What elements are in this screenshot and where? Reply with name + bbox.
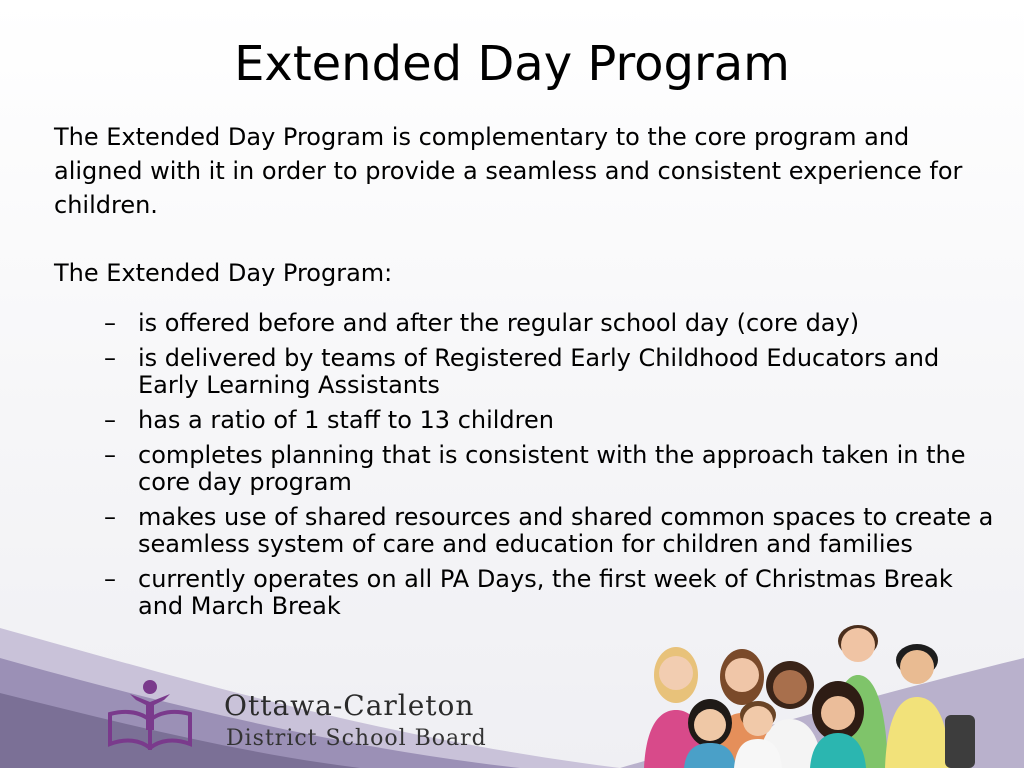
dash-marker: –: [104, 565, 116, 593]
list-item: [104, 504, 1004, 558]
intro-paragraph: The Extended Day Program is complementary to the core program and aligned with it in order to provide a seamless and consistent experience for children.: [54, 123, 963, 219]
list-lead-text: The Extended Day Program:: [54, 259, 393, 287]
list-item-text: completes planning that is consistent with the approach taken in the core day program: [138, 441, 966, 496]
board-name-line1: Ottawa-Carleton: [224, 689, 475, 722]
students-group-photo-icon: [630, 615, 1020, 768]
list-item-text: is offered before and after the regular school day (core day): [138, 309, 860, 337]
list-item: [104, 407, 1004, 434]
feature-list: [104, 310, 1004, 628]
dash-marker: –: [104, 344, 116, 372]
list-item: [104, 345, 1004, 399]
dash-marker: –: [104, 441, 116, 469]
dash-marker: –: [104, 309, 116, 337]
list-item: [104, 566, 1004, 620]
dash-marker: –: [104, 406, 116, 434]
list-item-text: makes use of shared resources and shared common spaces to create a seamless system of care and education for children and families: [138, 503, 994, 558]
list-item: [104, 310, 1004, 337]
list-item-text: currently operates on all PA Days, the first week of Christmas Break and March Break: [138, 565, 953, 620]
dash-marker: –: [104, 503, 116, 531]
person-book-logo-icon: [106, 678, 194, 750]
list-item: [104, 442, 1004, 496]
slide-title: Extended Day Program: [234, 36, 790, 92]
board-name-line2: District School Board: [226, 726, 487, 751]
list-item-text: has a ratio of 1 staff to 13 children: [138, 406, 554, 434]
list-item-text: is delivered by teams of Registered Early Childhood Educators and Early Learning Assistants: [138, 344, 940, 399]
